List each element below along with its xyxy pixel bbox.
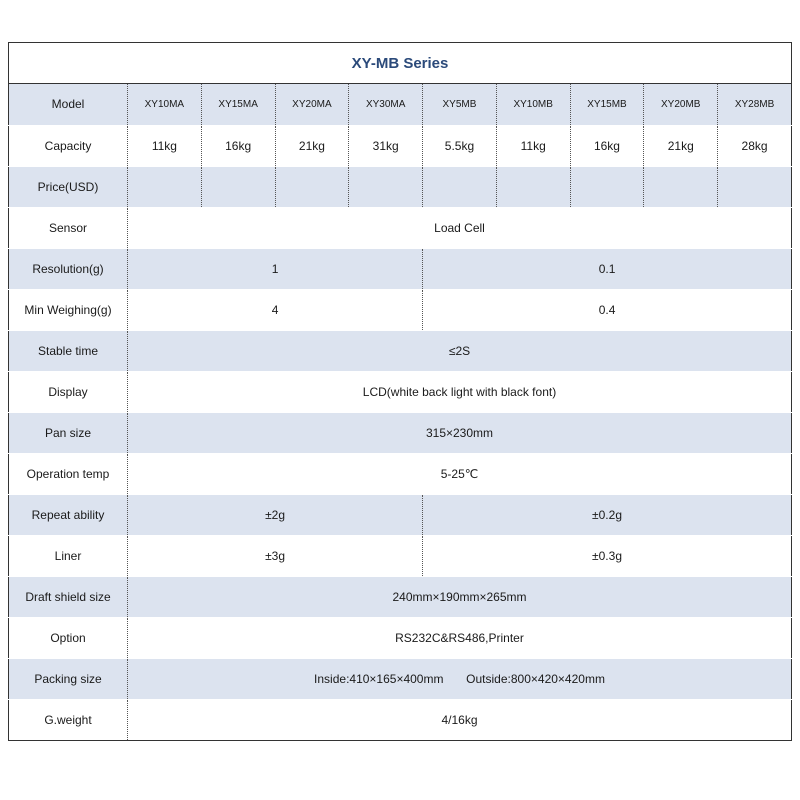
table-row-pan-size	[9, 412, 792, 453]
packing-size-value	[128, 658, 792, 699]
row-label: Price(USD)	[9, 166, 128, 207]
row-label: Stable time	[9, 330, 128, 371]
price-cell	[349, 166, 423, 207]
liner-ma-value: ±3g	[128, 535, 423, 576]
table-row-sensor	[9, 207, 792, 248]
row-label: Pan size	[9, 412, 128, 453]
capacity-cell: 21kg	[644, 125, 718, 166]
capacity-cell: 31kg	[349, 125, 423, 166]
model-cell: XY20MB	[644, 84, 718, 125]
row-label: Display	[9, 371, 128, 412]
price-cell	[570, 166, 644, 207]
liner-mb-value: ±0.3g	[423, 535, 792, 576]
capacity-cell: 16kg	[570, 125, 644, 166]
table-row-resolution	[9, 248, 792, 289]
model-cell: XY30MA	[349, 84, 423, 125]
capacity-cell: 16kg	[201, 125, 275, 166]
price-cell	[275, 166, 349, 207]
price-cell	[201, 166, 275, 207]
model-cell: XY20MA	[275, 84, 349, 125]
table-row-model	[9, 84, 792, 125]
row-label: Sensor	[9, 207, 128, 248]
packing-inside: Inside:410×165×400mm	[314, 671, 444, 686]
price-cell	[423, 166, 497, 207]
price-cell	[128, 166, 202, 207]
table-row-min-weighing	[9, 289, 792, 330]
table-row-operation-temp	[9, 453, 792, 494]
model-cell: XY10MB	[496, 84, 570, 125]
model-cell: XY10MA	[128, 84, 202, 125]
min-weighing-mb-value: 0.4	[423, 289, 792, 330]
row-label: Capacity	[9, 125, 128, 166]
capacity-cell: 11kg	[128, 125, 202, 166]
option-value: RS232C&RS486,Printer	[128, 617, 792, 658]
gweight-value: 4/16kg	[128, 699, 792, 740]
min-weighing-ma-value: 4	[128, 289, 423, 330]
capacity-cell: 5.5kg	[423, 125, 497, 166]
table-row-option	[9, 617, 792, 658]
capacity-cell: 28kg	[718, 125, 792, 166]
sensor-value: Load Cell	[128, 207, 792, 248]
row-label: Packing size	[9, 658, 128, 699]
resolution-mb-value: 0.1	[423, 248, 792, 289]
row-label: Operation temp	[9, 453, 128, 494]
table-row-display	[9, 371, 792, 412]
draft-shield-value: 240mm×190mm×265mm	[128, 576, 792, 617]
table-row-price	[9, 166, 792, 207]
spec-sheet	[8, 42, 792, 741]
capacity-cell: 21kg	[275, 125, 349, 166]
row-label: Model	[9, 84, 128, 125]
resolution-ma-value: 1	[128, 248, 423, 289]
price-cell	[718, 166, 792, 207]
row-label: Min Weighing(g)	[9, 289, 128, 330]
table-row-gweight	[9, 699, 792, 740]
table-row-liner	[9, 535, 792, 576]
price-cell	[496, 166, 570, 207]
row-label: G.weight	[9, 699, 128, 740]
spec-table	[8, 84, 792, 741]
table-title: XY-MB Series	[8, 42, 792, 84]
row-label: Liner	[9, 535, 128, 576]
table-row-repeatability	[9, 494, 792, 535]
row-label: Resolution(g)	[9, 248, 128, 289]
operation-temp-value: 5-25℃	[128, 453, 792, 494]
display-value: LCD(white back light with black font)	[128, 371, 792, 412]
stable-time-value: ≤2S	[128, 330, 792, 371]
price-cell	[644, 166, 718, 207]
row-label: Repeat ability	[9, 494, 128, 535]
table-row-stable-time	[9, 330, 792, 371]
model-cell: XY15MB	[570, 84, 644, 125]
repeatability-mb-value: ±0.2g	[423, 494, 792, 535]
model-cell: XY15MA	[201, 84, 275, 125]
table-row-packing-size	[9, 658, 792, 699]
repeatability-ma-value: ±2g	[128, 494, 423, 535]
row-label: Draft shield size	[9, 576, 128, 617]
table-row-draft-shield	[9, 576, 792, 617]
capacity-cell: 11kg	[496, 125, 570, 166]
table-row-capacity	[9, 125, 792, 166]
model-cell: XY28MB	[718, 84, 792, 125]
packing-outside: Outside:800×420×420mm	[466, 671, 605, 686]
pan-size-value: 315×230mm	[128, 412, 792, 453]
row-label: Option	[9, 617, 128, 658]
model-cell: XY5MB	[423, 84, 497, 125]
